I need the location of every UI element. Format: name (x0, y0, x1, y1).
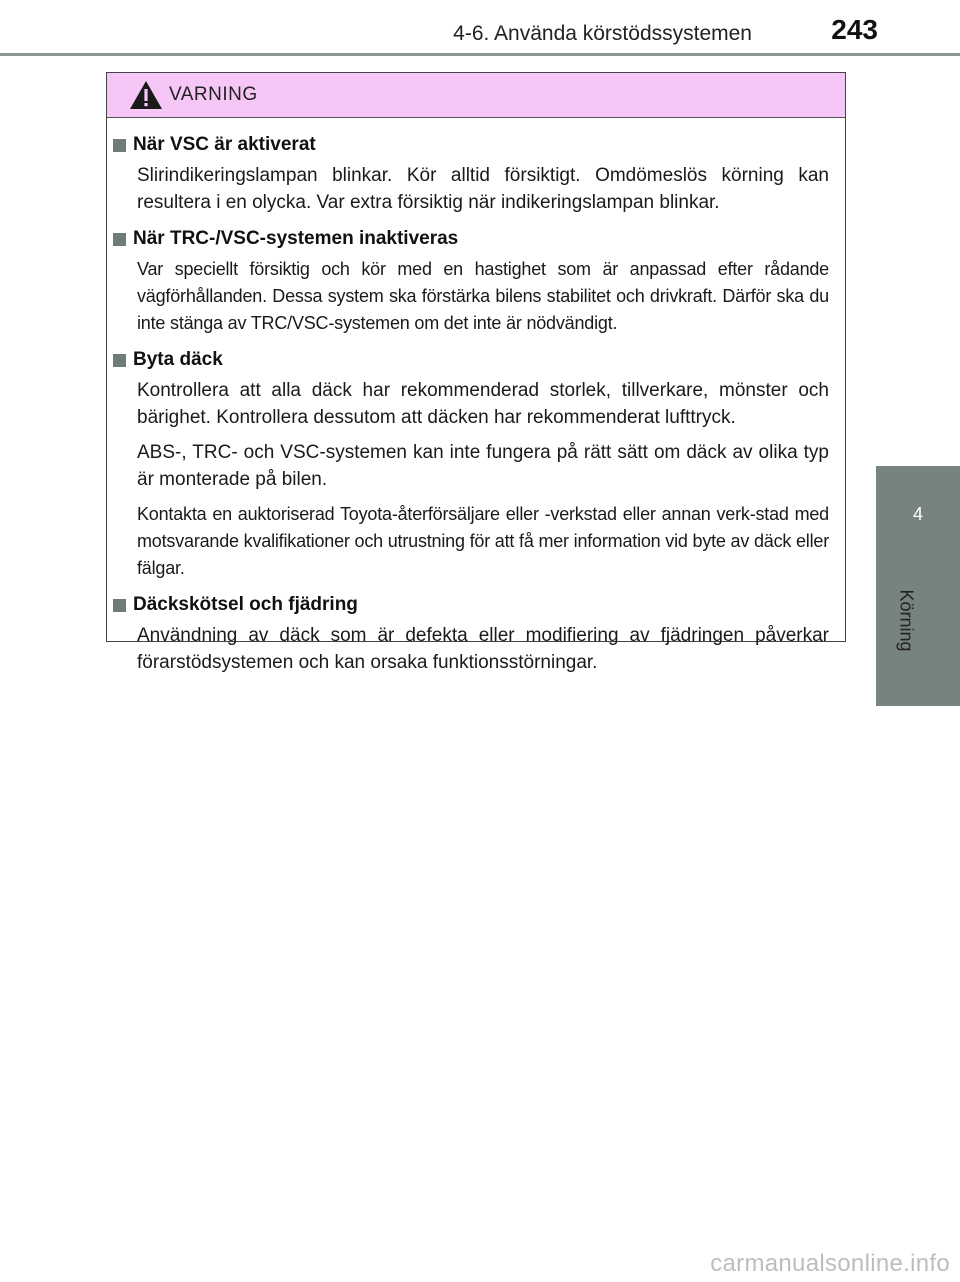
warning-section (113, 345, 829, 582)
square-bullet-icon (113, 233, 126, 246)
section-heading-text: När TRC-/VSC-systemen inaktiveras (133, 228, 459, 249)
section-title: 4-6. Använda körstödssystemen (453, 22, 752, 45)
section-heading (113, 590, 829, 620)
section-heading (113, 224, 829, 254)
watermark: carmanualsonline.info (710, 1250, 950, 1277)
section-heading-text: När VSC är aktiverat (133, 134, 316, 155)
chapter-number: 4 (912, 504, 923, 524)
warning-triangle-icon (129, 80, 163, 110)
warning-section (113, 130, 829, 216)
square-bullet-icon (113, 599, 126, 612)
paragraph: Var speciellt försiktig och kör med en hastighet som är anpassad efter rådande vägförhållanden. Dessa system ska förstärka bilens stabilitet och drivkraft. Därför ska du inte stänga av TRC/VSC-systemen om det inte är nödvändigt. (137, 259, 829, 333)
paragraph: Kontakta en auktoriserad Toyota-återförsäljare eller -verkstad eller annan verk-stad med motsvarande kvalifikationer och utrustning för att få mer information vid byte av däck eller fälgar. (137, 504, 829, 578)
paragraph: Användning av däck som är defekta eller modifiering av fjädringen påverkar förarstödsystemen och kan orsaka funktionsstörningar. (137, 625, 829, 673)
warning-title: VARNING (169, 84, 258, 105)
square-bullet-icon (113, 354, 126, 367)
paragraph: Slirindikeringslampan blinkar. Kör alltid försiktigt. Omdömeslös körning kan resultera i en olycka. Var extra försiktig när indikeringslampan blinkar. (137, 165, 829, 213)
section-heading (113, 345, 829, 375)
section-heading (113, 130, 829, 160)
chapter-label (880, 580, 932, 660)
section-heading-text: Däckskötsel och fjädring (133, 594, 358, 615)
header-divider (0, 53, 960, 56)
page-number: 243 (831, 14, 878, 45)
section-heading-text: Byta däck (133, 349, 223, 370)
warning-section (113, 224, 829, 337)
warning-header (107, 73, 845, 118)
square-bullet-icon (113, 139, 126, 152)
warning-section (113, 590, 829, 676)
paragraph: Kontrollera att alla däck har rekommenderad storlek, tillverkare, mönster och bärighet. Kontrollera dessutom att däcken har rekommenderat lufttryck. (137, 380, 829, 428)
warning-box (106, 72, 846, 673)
warning-body (107, 118, 845, 676)
chapter-label-text: Körning (896, 588, 917, 652)
paragraph: ABS-, TRC- och VSC-systemen kan inte fungera på rätt sätt om däck av olika typ är monterade på bilen. (137, 442, 829, 490)
